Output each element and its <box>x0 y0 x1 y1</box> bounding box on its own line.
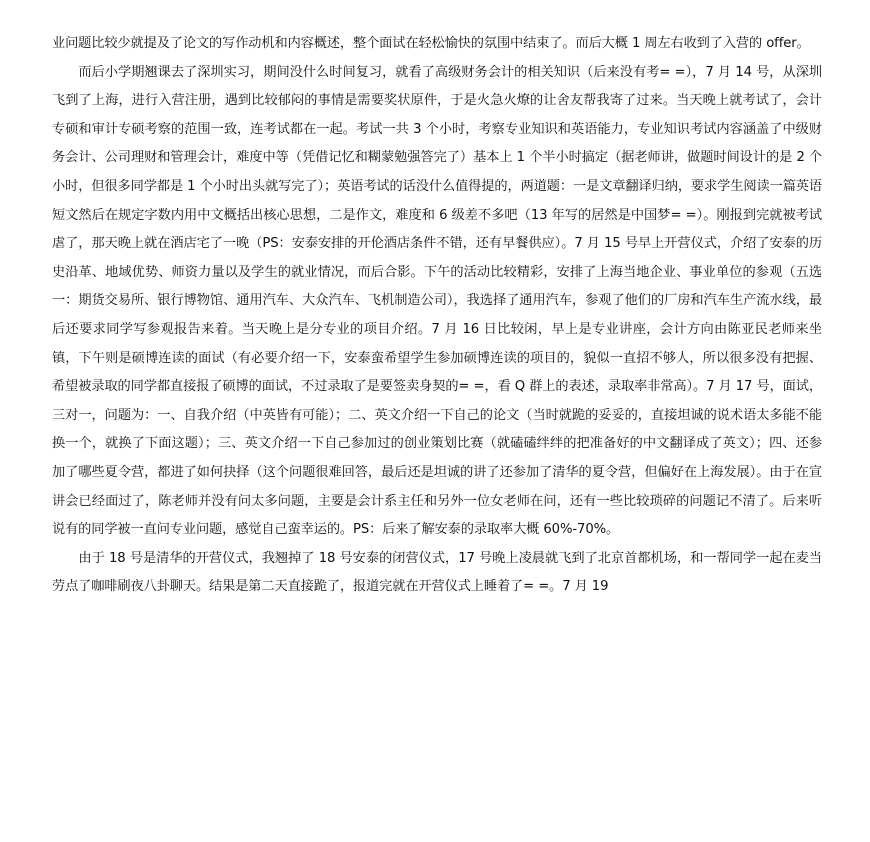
paragraph: 业问题比较少就提及了论文的写作动机和内容概述，整个面试在轻松愉快的氛围中结束了。而后大概 1 周左右收到了入营的 offer。 <box>52 36 810 51</box>
paragraph: 由于 18 号是清华的开营仪式，我翘掉了 18 号安泰的闭营仪式，17 号晚上凌晨就飞到了北京首都机场，和一帮同学一起在麦当劳点了咖啡刷夜八卦聊天。结果是第二天直接跪了，报道完就在开营仪式上睡着了= =。7 月 19 <box>52 550 822 595</box>
paragraph: 而后小学期翘课去了深圳实习，期间没什么时间复习，就看了高级财务会计的相关知识（后来没有考= =），7 月 14 号，从深圳飞到了上海，进行入营注册，遇到比较郁闷的事情是需要奖状原件，于是火急火燎的让舍友帮我寄了过来。当天晚上就考试了，会计专硕和审计专硕考察的范围一致，连考试都在一起。考试一共 3 个小时，考察专业知识和英语能力，专业知识考试内容涵盖了中级财务会计、公司理财和管理会计，难度中等（凭借记忆和糊蒙勉强答完了）基本上 1 个半小时搞定（据老师讲，做题时间设计的是 2 个小时，但很多同学都是 1 个小时出头就写完了）；英语考试的话没什么值得提的，两道题：一是文章翻译归纳，要求学生阅读一篇英语短文然后在规定字数内用中文概括出核心思想，二是作文，难度和 6 级差不多吧（13 年写的居然是中国梦= =）。刚报到完就被考试虐了，那天晚上就在酒店宅了一晚（PS：安泰安排的开伦酒店条件不错，还有早餐供应）。7 月 15 号早上开营仪式，介绍了安泰的历史沿革、地域优势、师资力量以及学生的就业情况，而后合影。下午的活动比较精彩，安排了上海当地企业、事业单位的参观（五选一：期货交易所、银行博物馆、通用汽车、大众汽车、飞机制造公司），我选择了通用汽车，参观了他们的厂房和汽车生产流水线，最后还要求同学写参观报告来着。当天晚上是分专业的项目介绍。7 月 16 日比较闲，早上是专业讲座，会计方向由陈亚民老师来坐镇，下午则是硕博连读的面试（有必要介绍一下，安泰蛮希望学生参加硕博连读的项目的，貌似一直招不够人，所以很多没有把握、希望被录取的同学都直接报了硕博的面试，不过录取了是要签卖身契的= =，看 Q 群上的表述，录取率非常高）。7 月 17 号，面试，三对一，问题为：一、自我介绍（中英皆有可能）；二、英文介绍一下自己的论文（当时就跪的妥妥的，直接坦诚的说术语太多能不能换一个，就换了下面这题）；三、英文介绍一下自己参加过的创业策划比赛（就磕磕绊绊的把准备好的中文翻译成了英文）；四、还参加了哪些夏令营，都进了如何抉择（这个问题很难回答，最后还是坦诚的讲了还参加了清华的夏令营，但偏好在上海发展）。由于在宣讲会已经面过了，陈老师并没有问太多问题，主要是会计系主任和另外一位女老师在问，还有一些比较琐碎的问题记不清了。后来听说有的同学被一直问专业问题，感觉自己蛮幸运的。PS：后来了解安泰的录取率大概 60%-70%。 <box>52 64 822 538</box>
